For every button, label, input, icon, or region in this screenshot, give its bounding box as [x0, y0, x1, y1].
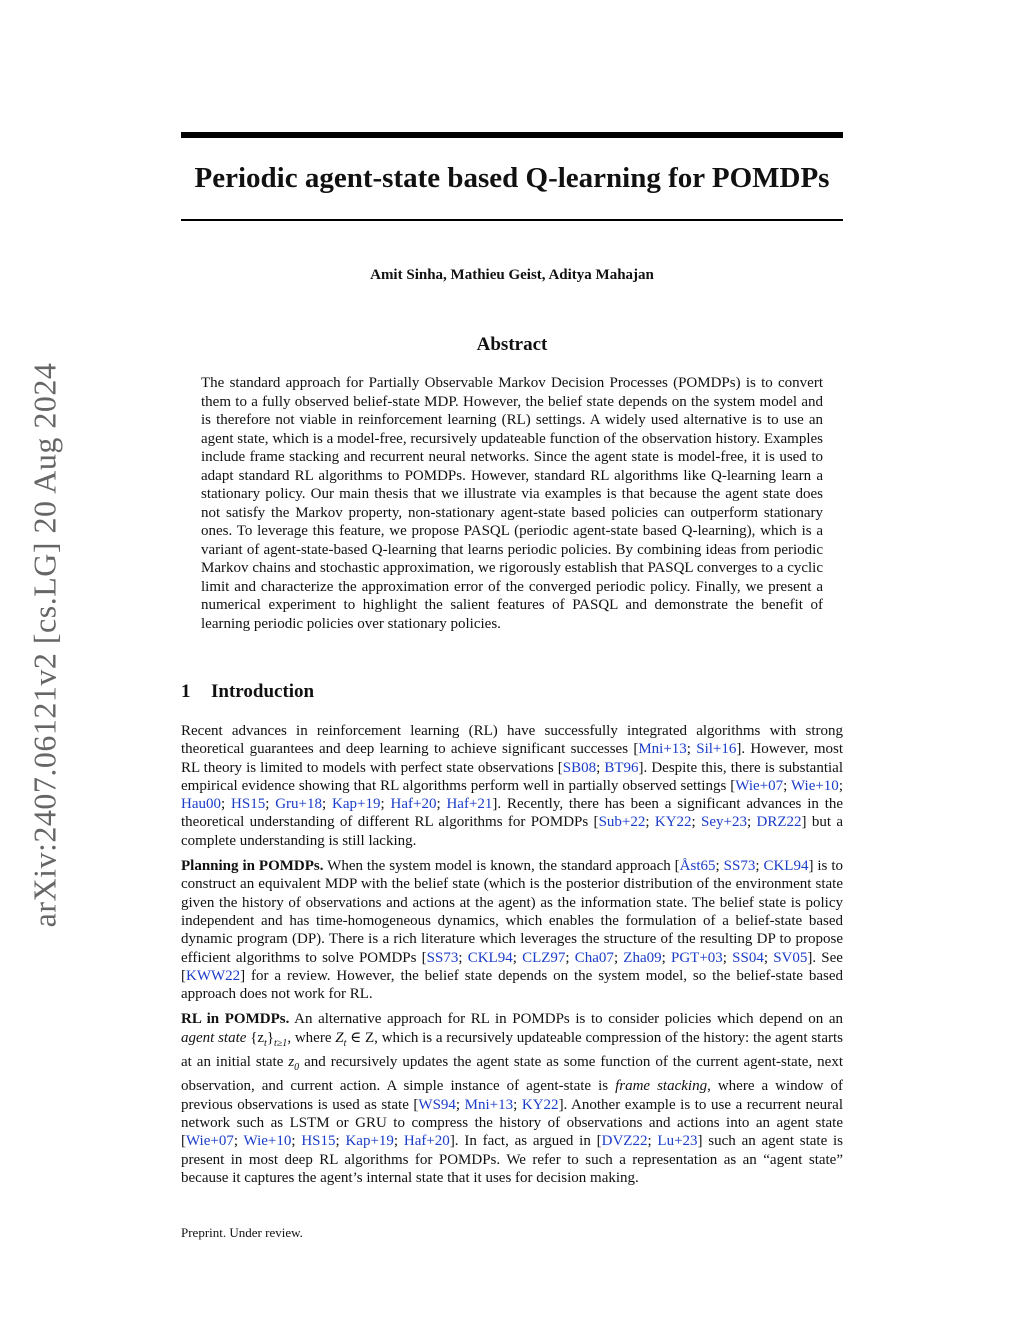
citation-link[interactable]: Haf+20 — [390, 796, 437, 813]
section-number: 1 — [181, 681, 191, 702]
citation-link[interactable]: Cha07 — [574, 949, 614, 966]
text-segment: ; — [763, 949, 774, 966]
text-segment: ; — [393, 1133, 404, 1150]
text-segment: When the system model is known, the standard approach [ — [323, 858, 680, 875]
citation-link[interactable]: Kap+19 — [345, 1133, 394, 1150]
citation-link[interactable]: Haf+21 — [446, 796, 493, 813]
citation-link[interactable]: PGT+03 — [670, 949, 723, 966]
text-segment: ; — [838, 777, 843, 794]
title-top-rule — [181, 132, 843, 138]
citation-link[interactable]: Kap+19 — [332, 796, 381, 813]
text-segment: ; — [645, 814, 655, 831]
citation-link[interactable]: Hau00 — [181, 796, 221, 813]
text-segment: ; — [783, 777, 791, 794]
citation-link[interactable]: Åst65 — [679, 858, 716, 875]
text-segment: ; — [233, 1133, 244, 1150]
math-subscript: t≥1 — [274, 1037, 288, 1049]
citation-link[interactable]: Haf+20 — [403, 1133, 450, 1150]
paragraph-lead: Planning in POMDPs. — [181, 858, 324, 875]
author-list: Amit Sinha, Mathieu Geist, Aditya Mahajan — [370, 267, 654, 283]
citation-link[interactable]: BT96 — [604, 759, 639, 776]
text-segment: ]. Another example is to use a recurrent neural network such as LSTM or GRU to compress the history of observations and actions into an agent state [ — [181, 1096, 843, 1150]
rl-paragraph — [181, 1010, 843, 1187]
citation-link[interactable]: Mni+13 — [638, 741, 687, 758]
title-bottom-rule — [181, 219, 843, 221]
citation-link[interactable]: SV05 — [773, 949, 808, 966]
text-segment: ; — [691, 814, 702, 831]
citation-link[interactable]: Wie+10 — [243, 1133, 292, 1150]
section-title: Introduction — [211, 681, 315, 702]
paragraph-lead: RL in POMDPs. — [181, 1011, 290, 1028]
citation-link[interactable]: SS73 — [426, 949, 459, 966]
text-segment: ; — [455, 1096, 465, 1113]
citation-link[interactable]: WS94 — [418, 1096, 456, 1113]
text-segment: ; — [722, 949, 733, 966]
emphasis-text: frame stacking — [615, 1078, 708, 1095]
text-segment: ∈ Z, which is a recursively updateable compression of the history: the agent starts at an initial state — [181, 1029, 843, 1071]
text-segment: ] is to construct an equivalent MDP with the belief state (which is the posterior distribution of the environment state given the history of observations and actions at the agent) as the information state. The belief state is policy independent and has time-homogeneous dynamics, which enables the formulation of a belief-state based dynamic program (DP). There is a rich literature which leverages the structure of the resulting DP to propose efficient algorithms to solve POMDPs [ — [181, 858, 844, 966]
intro-paragraph — [181, 722, 843, 850]
citation-link[interactable]: CKL94 — [467, 949, 513, 966]
abstract-text: The standard approach for Partially Observable Markov Decision Processes (POMDPs) is to convert them to a fully observed belief-state MDP. However, the belief state depends on the system model and is therefore not viable in reinforcement learning (RL) settings. A widely used alternative is to use an agent state, which is a model-free, recursively updateable function of the observation history. Examples include frame stacking and recurrent neural networks. Since the agent state is model-free, it is used to adapt standard RL algorithms to POMDPs. However, standard RL algorithms like Q-learning learn a stationary policy. Our main thesis that we illustrate via examples is that because the agent state does not satisfy the Markov property, non-stationary agent-state based policies can outperform stationary ones. To leverage this feature, we propose PASQL (periodic agent-state based Q-learning), which is a variant of agent-state-based Q-learning that learns periodic policies. By combining ideas from periodic Markov chains and stochastic approximation, we rigorously establish that PASQL converges to a cyclic limit and characterize the approximation error of the converged periodic policy. Finally, we present a numerical experiment to highlight the salient features of PASQL and demonstrate the benefit of learning periodic policies over stationary policies. — [201, 375, 823, 632]
citation-link[interactable]: KY22 — [654, 814, 692, 831]
text-segment: ; — [565, 949, 575, 966]
text-segment: ; — [380, 796, 391, 813]
text-segment: ; — [436, 796, 447, 813]
citation-link[interactable]: Zha09 — [623, 949, 662, 966]
arxiv-identifier — [20, 345, 70, 945]
emphasis-text: agent state — [181, 1029, 247, 1046]
text-segment: ] such an agent state is present in most deep RL algorithms for POMDPs. We refer to such a representation as an “agent state” because it captures the agent’s internal state that it uses for decision making. — [181, 1133, 844, 1186]
abstract-heading: Abstract — [476, 334, 548, 355]
citation-link[interactable]: Wie+07 — [186, 1133, 234, 1150]
citation-link[interactable]: Wie+07 — [735, 777, 784, 794]
text-segment: ]. In fact, as argued in [ — [449, 1133, 602, 1150]
text-segment: An alternative approach for RL in POMDPs is to consider policies which depend on an — [289, 1011, 843, 1028]
text-segment: ; — [596, 759, 605, 776]
citation-link[interactable]: Sub+22 — [598, 814, 646, 831]
text-segment: ; — [221, 796, 232, 813]
text-segment: ]. However, most RL theory is limited to models with perfect state observations [ — [181, 741, 843, 776]
text-segment: ; — [686, 741, 697, 758]
citation-link[interactable]: DVZ22 — [601, 1133, 648, 1150]
citation-link[interactable]: Sil+16 — [696, 741, 737, 758]
text-segment: ; — [613, 949, 624, 966]
text-segment: ; — [335, 1133, 346, 1150]
text-segment: ; — [661, 949, 671, 966]
math-subscript: t — [343, 1037, 347, 1049]
citation-link[interactable]: KWW22 — [186, 967, 241, 984]
math-subscript: 0 — [294, 1062, 300, 1074]
text-segment: {z — [246, 1029, 265, 1046]
citation-link[interactable]: DRZ22 — [756, 814, 802, 831]
text-segment: Recent advances in reinforcement learning (RL) have successfully integrated algorithms with strong theoretical guarantees and deep learning to achieve significant successes [ — [181, 723, 843, 758]
text-segment: ; — [513, 1096, 522, 1113]
text-segment: ; — [755, 858, 764, 875]
section-heading — [181, 681, 314, 703]
text-segment: , where a window of previous observations is used as state [ — [181, 1078, 843, 1113]
text-segment: ; — [291, 1133, 302, 1150]
text-segment: ; — [265, 796, 276, 813]
citation-link[interactable]: KY22 — [521, 1096, 559, 1113]
footer-note: Preprint. Under review. — [181, 1225, 303, 1240]
citation-link[interactable]: CKL94 — [763, 858, 809, 875]
math-subscript: t — [264, 1037, 267, 1049]
text-segment: ; — [512, 949, 523, 966]
text-segment: ]. Recently, there has been a significant advances in the theoretical understanding of different RL algorithms for POMDPs [ — [181, 796, 844, 831]
citation-link[interactable]: HS15 — [301, 1133, 336, 1150]
citation-link[interactable]: Wie+10 — [790, 777, 839, 794]
text-segment: ]. See [ — [181, 949, 843, 984]
text-segment: , where — [287, 1029, 336, 1046]
citation-link[interactable]: SS73 — [723, 858, 756, 875]
arxiv-id-text: arXiv:2407.06121v2 [cs.LG] 20 Aug 2024 — [26, 362, 63, 928]
text-segment: ]. Despite this, there is substantial empirical evidence showing that RL algorithms perform well in partially observed settings [ — [181, 759, 843, 794]
citation-link[interactable]: CLZ97 — [522, 949, 566, 966]
text-segment: ] but a complete understanding is still lacking. — [181, 814, 843, 849]
text-segment: and recursively updates the agent state as some function of the current agent-state, next observation, and current action. A simple instance of agent-state is — [181, 1054, 843, 1095]
citation-link[interactable]: Mni+13 — [464, 1096, 514, 1113]
text-segment: ; — [458, 949, 468, 966]
text-segment: ; — [322, 796, 333, 813]
citation-link[interactable]: Gru+18 — [275, 796, 323, 813]
body-text — [181, 722, 843, 1194]
paper-title: Periodic agent-state based Q-learning for POMDPs — [194, 162, 830, 194]
citation-link[interactable]: SB08 — [562, 759, 597, 776]
text-segment: ; — [747, 814, 757, 831]
citation-link[interactable]: HS15 — [231, 796, 266, 813]
emphasis-text: Z — [335, 1029, 344, 1046]
citation-link[interactable]: Sey+23 — [701, 814, 748, 831]
planning-paragraph — [181, 857, 843, 1003]
citation-link[interactable]: SS04 — [732, 949, 764, 966]
text-segment: ] for a review. However, the belief state depends on the system model, so the belief-state based approach does not work for RL. — [181, 967, 843, 1003]
text-segment: } — [266, 1029, 275, 1046]
citation-link[interactable]: Lu+23 — [657, 1133, 698, 1150]
text-segment: ; — [647, 1133, 658, 1150]
text-segment: ; — [715, 858, 724, 875]
emphasis-text: z — [288, 1054, 295, 1071]
